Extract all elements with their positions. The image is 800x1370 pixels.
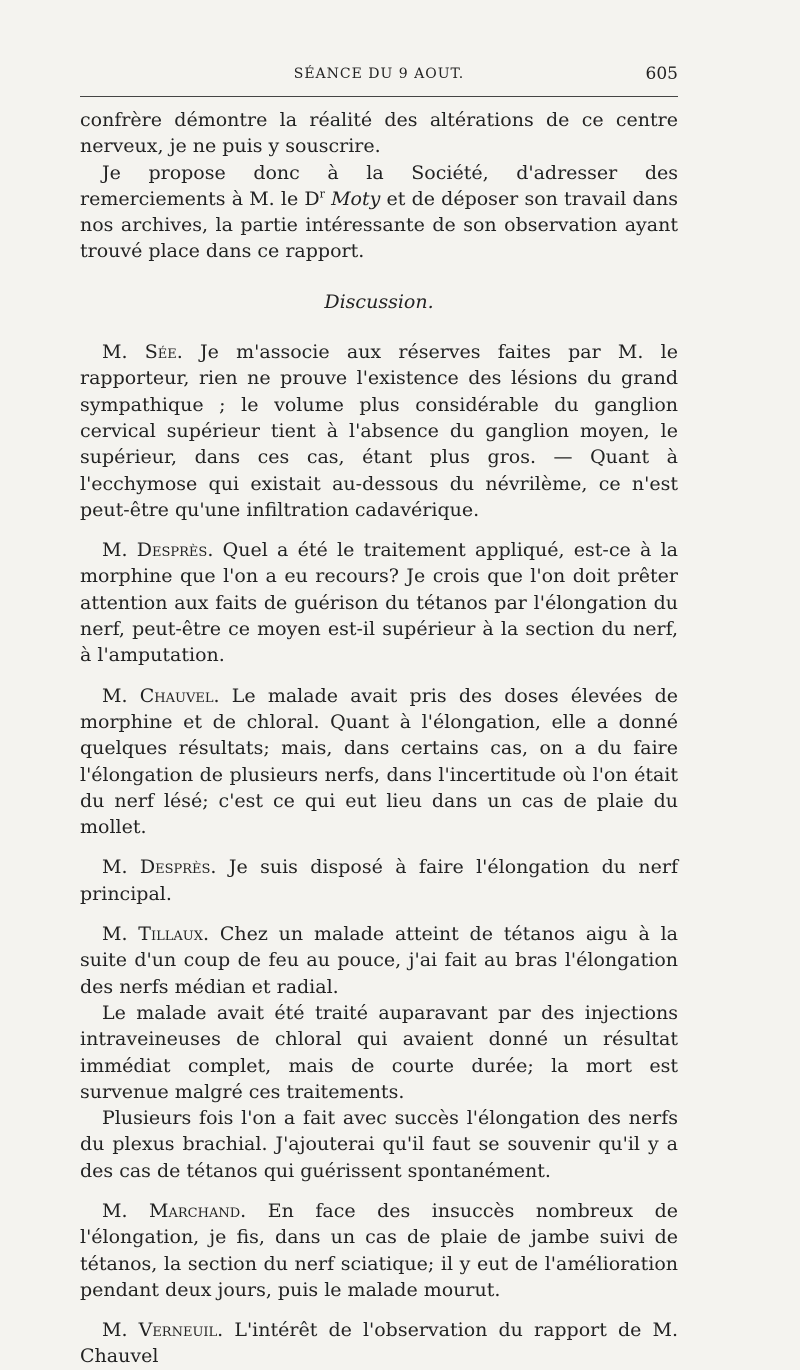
speaker-name: M. Verneuil. [102, 1319, 224, 1342]
speaker-name: M. Marchand. [102, 1199, 247, 1222]
intro-paragraph-2 [80, 160, 678, 265]
speaker-name: M. Tillaux. [102, 923, 210, 946]
speech-verneuil [80, 1317, 678, 1370]
speech-text: Le malade avait pris des doses élevées de morphine et de chloral. Quant à l'élongation, elle a donné quelques résultats; mais, dans certains cas, on a du faire l'élongation de plusieurs nerfs, dans l'incertitude où l'on était du nerf lésé; c'est ce qui eut lieu dans un cas de plaie du mollet. [80, 684, 678, 839]
speaker-name: M. Sée. [102, 341, 183, 364]
speech-text: Chez un malade atteint de tétanos aigu à la suite d'un coup de feu au pouce, j'ai fait au bras l'élongation des nerfs médian et radial. [80, 923, 679, 998]
speaker-name: M. Chauvel. [102, 684, 220, 707]
speech-text: Je suis disposé à faire l'élongation du nerf principal. [80, 856, 678, 905]
intro-p2-start: Je propose donc à la Société, d'adresser des remerciements à M. le D [80, 161, 678, 210]
page [80, 62, 678, 1370]
speech-marchand [80, 1198, 678, 1303]
speech-chauvel [80, 683, 678, 841]
speech-text: Quel a été le traitement appliqué, est-ce à la morphine que l'on a eu recours? Je crois que l'on doit prêter attention aux faits de guérison du tétanos par l'élongation du nerf, peut-être ce moyen est-il supérieur à la section du nerf, à l'amputation. [80, 539, 678, 667]
tillaux-continuation-1: Le malade avait été traité auparavant par des injections intraveineuses de chloral qui avaient donné un résultat immédiat complet, mais de courte durée; la mort est survenue malgré ces traitements. [80, 1001, 678, 1103]
page-number: 605 [645, 64, 678, 84]
intro-paragraph-1: confrère démontre la réalité des altérations de ce centre nerveux, je ne puis y souscrire. [80, 109, 678, 158]
doctor-superscript: r [319, 187, 325, 201]
intro-p2-end: et de déposer son travail dans nos archives, la partie intéressante de son observation ayant trouvé place dans ce rapport. [80, 187, 678, 263]
running-head [80, 62, 678, 86]
tillaux-continuation-2: Plusieurs fois l'on a fait avec succès l'élongation des nerfs du plexus brachial. J'ajouterai qu'il faut se souvenir qu'il y a des cas de tétanos qui guérissent spontanément. [80, 1107, 678, 1182]
running-title: SÉANCE DU 9 AOUT. [293, 66, 465, 82]
speech-despres-2 [80, 854, 678, 907]
speaker-name: M. Desprès. [102, 856, 217, 879]
speech-text: L'intérêt de l'observation du rapport de M. Chauvel [80, 1319, 678, 1368]
section-title: Discussion. [324, 290, 434, 313]
header-rule [80, 96, 678, 97]
speech-text: Je m'associe aux réserves faites par M. le rapporteur, rien ne prouve l'existence des lésions du grand sympathique ; le volume plus considérable du ganglion cervical supérieur tient à l'absence du ganglion moyen, le supérieur, dans ces cas, étant plus gros. — Quant à l'ecchymose qui existait au-dessous du névrilème, ce n'est peut-être qu'une infiltration cadavérique. [80, 341, 678, 521]
body-text [80, 107, 678, 1370]
author-name: Moty [331, 187, 381, 210]
speaker-name: M. Desprès. [102, 539, 214, 562]
speech-text: En face des insuccès nombreux de l'élongation, je fis, dans un cas de plaie de jambe suivi de tétanos, la section du nerf sciatique; il y eut de l'amélioration pendant deux jours, puis le malade mourut. [80, 1199, 678, 1301]
speech-despres-1 [80, 537, 678, 668]
speech-tillaux [80, 921, 678, 1000]
speech-see [80, 339, 678, 523]
